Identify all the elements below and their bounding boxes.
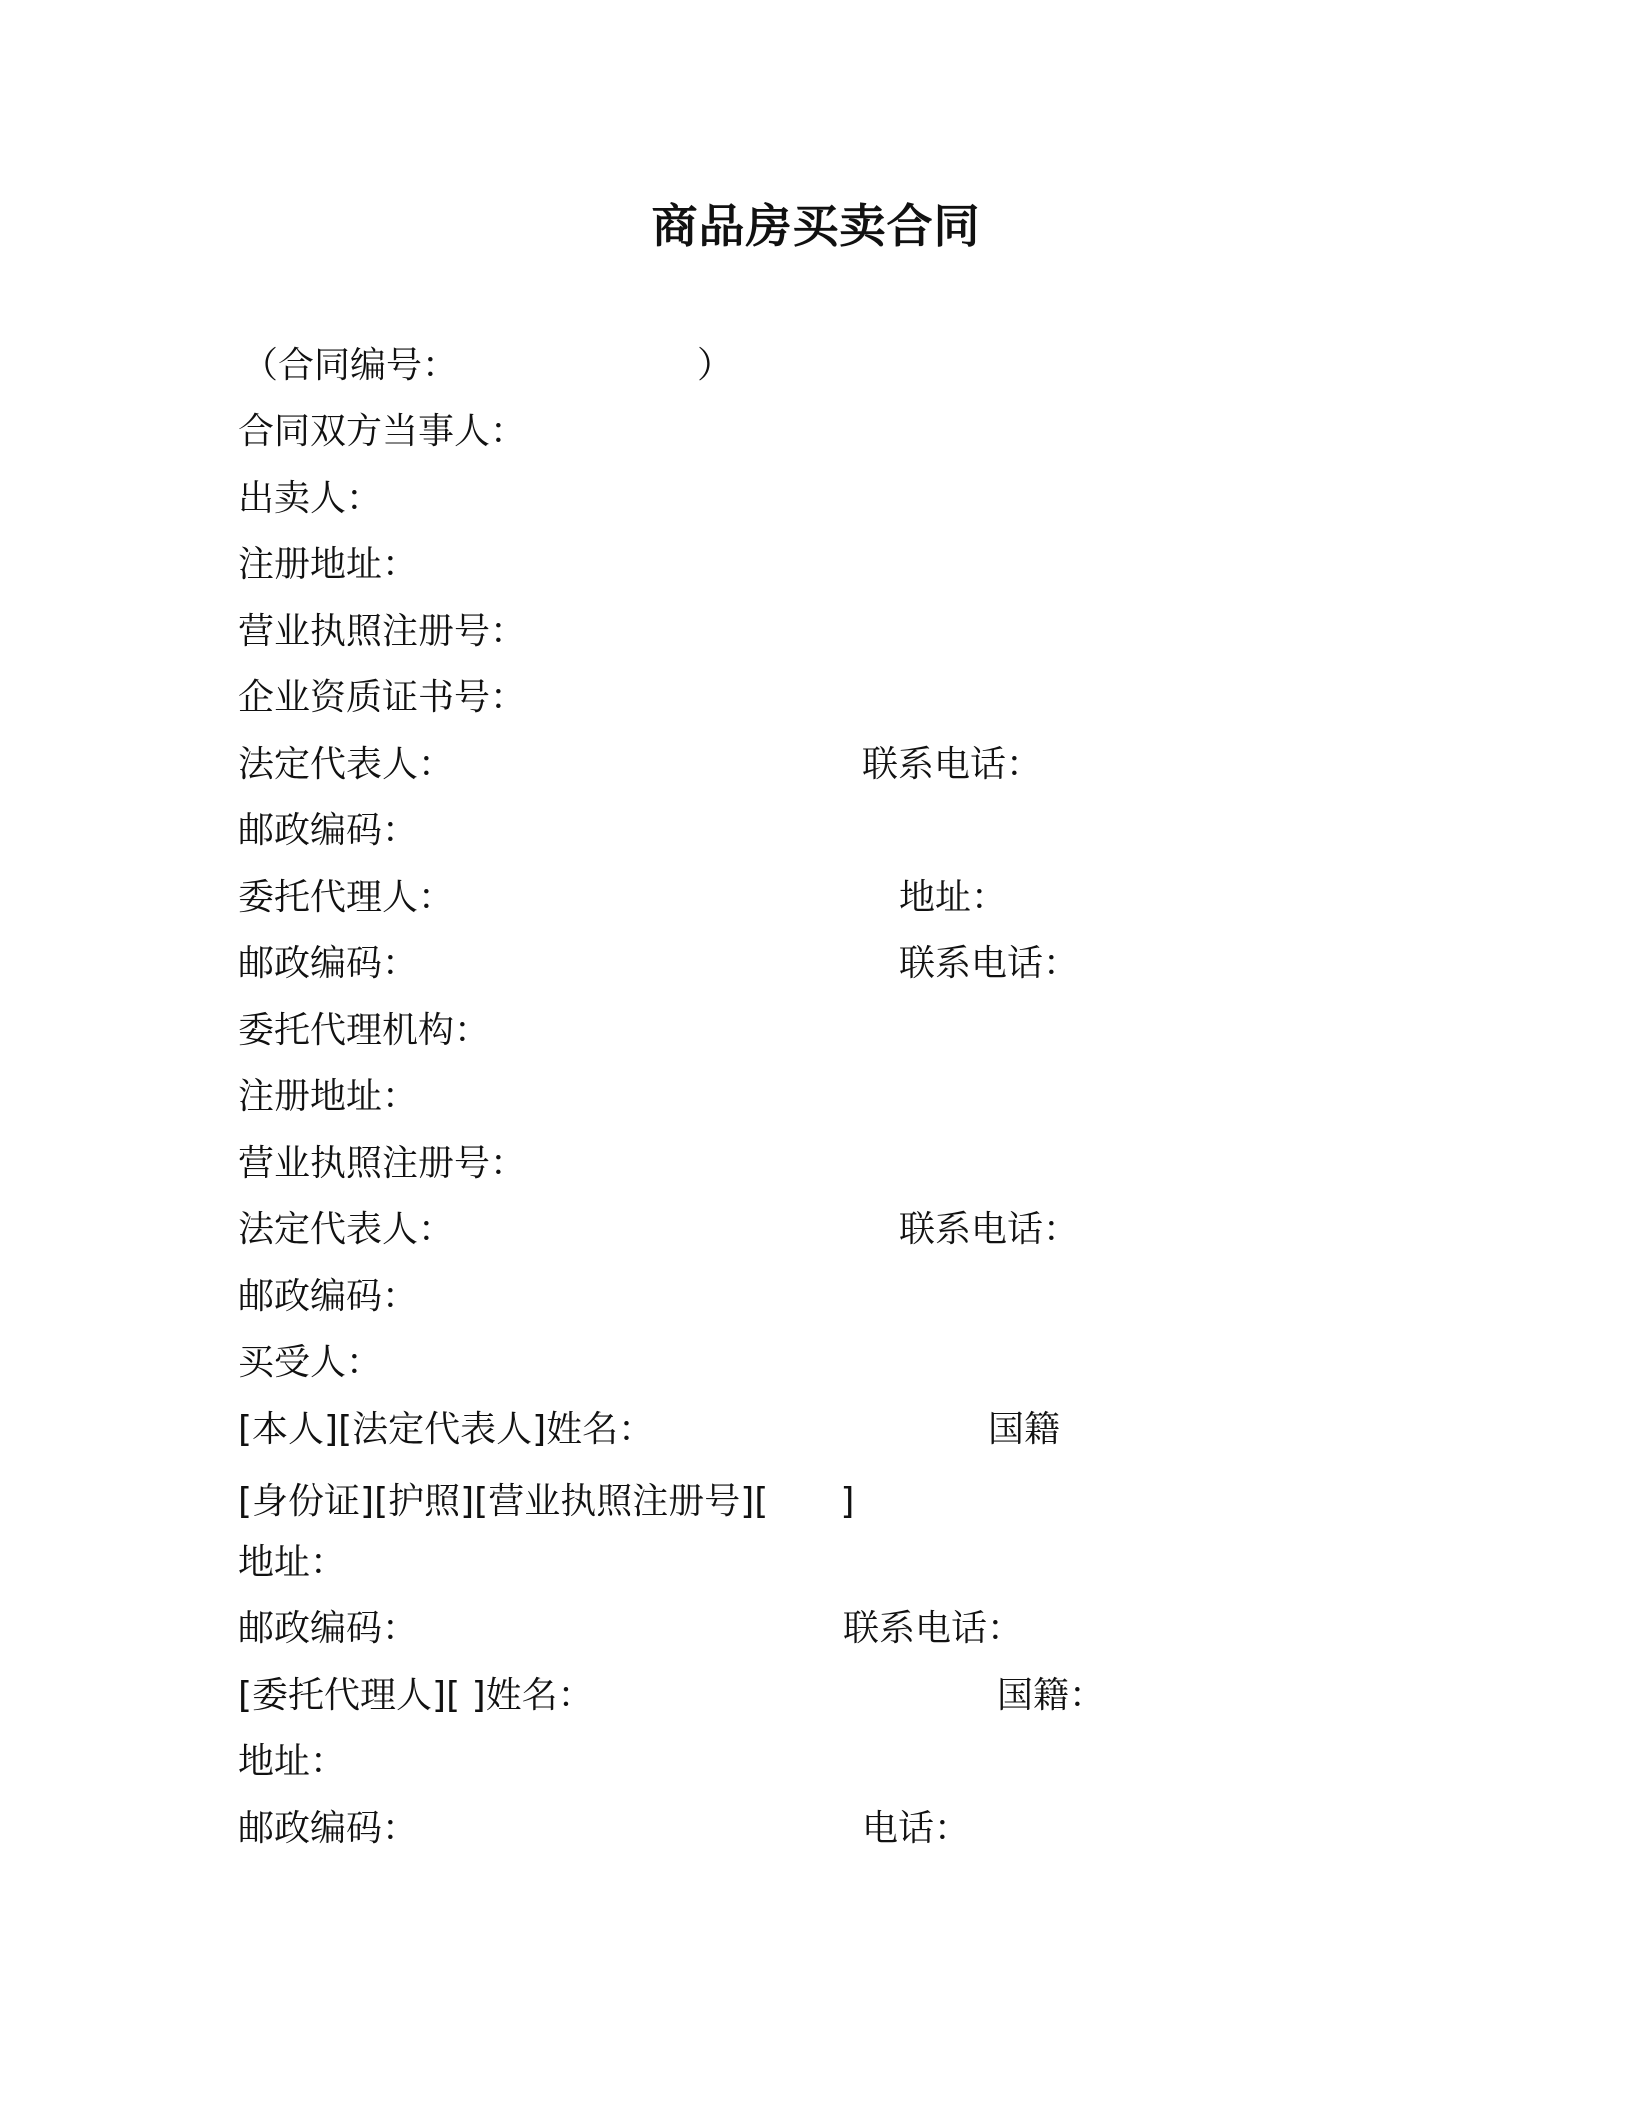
contract-number-close: ） <box>697 345 734 386</box>
buyer-agent-phone: 电话： <box>862 1808 971 1849</box>
buyer-label: 买受人： <box>238 1342 383 1383</box>
agency-legal-rep: 法定代表人： <box>238 1209 455 1250</box>
document-title: 商品房买卖合同 <box>651 199 981 253</box>
seller-label: 出卖人： <box>238 478 383 519</box>
agency-legal-rep-phone: 联系电话： <box>899 1209 1080 1250</box>
seller-legal-rep-phone: 联系电话： <box>862 744 1043 785</box>
agency-label: 委托代理机构： <box>238 1010 491 1051</box>
agency-postcode: 邮政编码： <box>238 1276 419 1317</box>
seller-license-no: 营业执照注册号： <box>238 611 527 652</box>
seller-reg-address: 注册地址： <box>238 544 419 585</box>
seller-agent: 委托代理人： <box>238 877 455 918</box>
buyer-agent-postcode: 邮政编码： <box>238 1808 419 1849</box>
seller-postcode: 邮政编码： <box>238 810 419 851</box>
seller-legal-rep: 法定代表人： <box>238 744 455 785</box>
buyer-nationality: 国籍 <box>988 1409 1061 1450</box>
buyer-postcode: 邮政编码： <box>238 1608 419 1649</box>
buyer-phone: 联系电话： <box>843 1608 1024 1649</box>
buyer-address: 地址： <box>238 1542 347 1583</box>
contract-number-label: （合同编号： <box>242 345 459 386</box>
seller-agent-postcode: 邮政编码： <box>238 943 419 984</box>
agency-reg-address: 注册地址： <box>238 1076 419 1117</box>
seller-agent-phone: 联系电话： <box>899 943 1080 984</box>
agency-license-no: 营业执照注册号： <box>238 1143 527 1184</box>
parties-label: 合同双方当事人： <box>238 411 527 452</box>
buyer-name-line: [本人][法定代表人]姓名： <box>238 1409 655 1450</box>
buyer-agent-address: 地址： <box>238 1741 347 1782</box>
buyer-id-line: [身份证][护照][营业执照注册号][ ] <box>238 1481 855 1522</box>
buyer-agent-nationality: 国籍： <box>997 1675 1106 1716</box>
seller-agent-address: 地址： <box>899 877 1008 918</box>
buyer-agent-name-line: [委托代理人][ ]姓名： <box>238 1675 594 1716</box>
seller-qualification-cert: 企业资质证书号： <box>238 677 527 718</box>
